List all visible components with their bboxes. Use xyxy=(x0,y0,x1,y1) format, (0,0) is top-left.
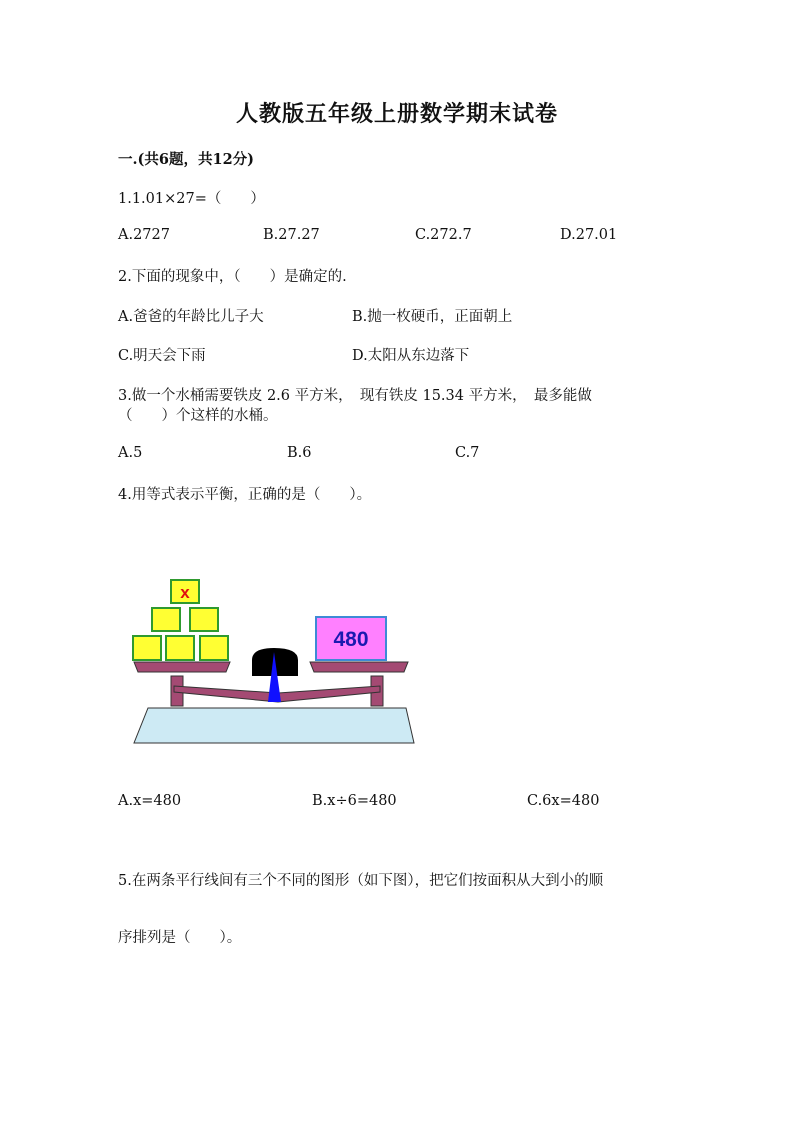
question-2-stem: 2.下面的现象中，（ ）是确定的. xyxy=(118,269,347,285)
unknown-x-label: x xyxy=(180,583,190,602)
block xyxy=(190,608,218,631)
scale-base xyxy=(134,708,414,743)
q3-option-c[interactable]: C.7 xyxy=(455,445,480,461)
left-pan xyxy=(134,662,230,672)
q1-option-b[interactable]: B.27.27 xyxy=(263,227,320,243)
question-5-stem-line2: 序排列是（ ）。 xyxy=(118,930,242,946)
question-3-stem-line2: （ ）个这样的水桶。 xyxy=(118,408,278,424)
right-pan xyxy=(310,662,408,672)
q3-option-a[interactable]: A.5 xyxy=(118,445,143,461)
q4-option-a[interactable]: A.x=480 xyxy=(118,793,182,809)
q2-option-d[interactable]: D.太阳从东边落下 xyxy=(352,348,470,364)
question-1-stem: 1.1.01×27=（ ） xyxy=(118,191,265,207)
block xyxy=(166,636,194,660)
q2-option-c[interactable]: C.明天会下雨 xyxy=(118,348,206,364)
weight-label: 480 xyxy=(333,628,369,651)
q1-option-a[interactable]: A.2727 xyxy=(118,227,170,243)
q2-option-a[interactable]: A.爸爸的年龄比儿子大 xyxy=(118,309,264,325)
question-4-stem: 4.用等式表示平衡，正确的是（ ）。 xyxy=(118,487,372,503)
page-title: 人教版五年级上册数学期末试卷 xyxy=(235,101,558,127)
q3-option-b[interactable]: B.6 xyxy=(287,445,312,461)
question-3-stem-line1: 3.做一个水桶需要铁皮 2.6 平方米， 现有铁皮 15.34 平方米， 最多能做 xyxy=(118,388,592,404)
balance-scale-figure xyxy=(118,560,418,750)
block xyxy=(152,608,180,631)
q4-option-c[interactable]: C.6x=480 xyxy=(527,793,600,809)
block xyxy=(133,636,161,660)
q1-option-c[interactable]: C.272.7 xyxy=(415,227,472,243)
section-header: 一.(共6题，共12分) xyxy=(118,151,255,168)
block xyxy=(200,636,228,660)
q2-option-b[interactable]: B.抛一枚硬币，正面朝上 xyxy=(352,309,513,325)
question-5-stem-line1: 5.在两条平行线间有三个不同的图形（如下图），把它们按面积从大到小的顺 xyxy=(118,873,604,889)
q4-option-b[interactable]: B.x÷6=480 xyxy=(312,793,397,809)
q1-option-d[interactable]: D.27.01 xyxy=(560,227,618,243)
